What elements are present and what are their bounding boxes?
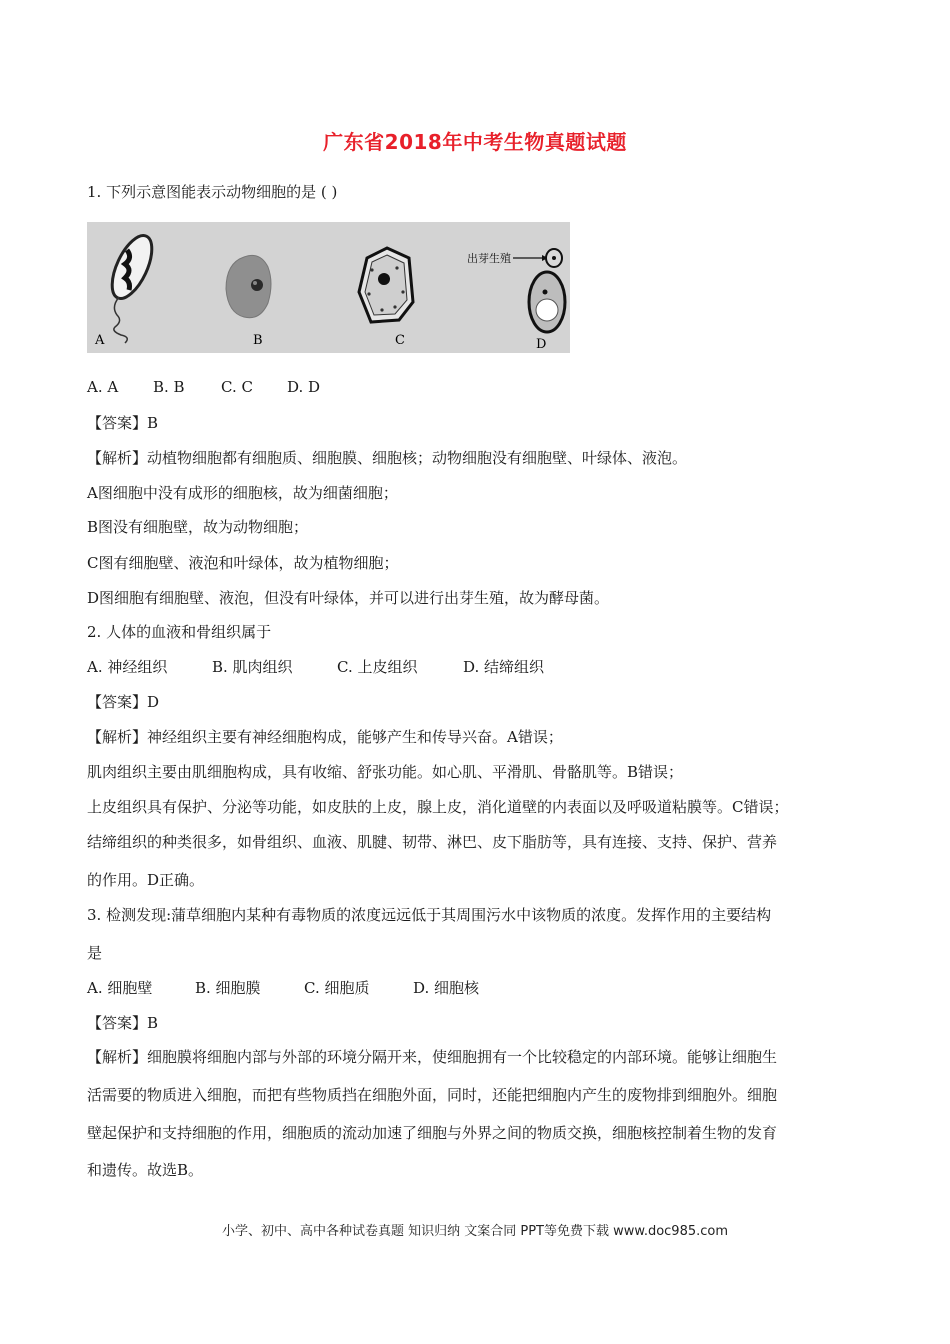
q1-analysis-line: A图细胞中没有成形的细胞核，故为细菌细胞； (87, 484, 398, 502)
q1-option-d: D. D (287, 378, 321, 396)
q3-option-b: B. 细胞膜 (195, 979, 261, 997)
q3-analysis-line: 活需要的物质进入细胞，而把有些物质挡在细胞外面，同时，还能把细胞内产生的废物排到细胞外。细胞 (87, 1086, 778, 1104)
q3-option-a: A. 细胞壁 (87, 979, 153, 997)
q1-analysis-line: C图有细胞壁、液泡和叶绿体，故为植物细胞； (87, 554, 399, 572)
cell-diagram-figure (87, 222, 570, 353)
q1-option-a: A. A (87, 378, 119, 396)
bud-label: 出芽生殖 (467, 252, 511, 265)
q3-option-d: D. 细胞核 (413, 979, 480, 997)
q3-stem: 3. 检测发现:蒲草细胞内某种有毒物质的浓度远远低于其周围污水中该物质的浓度。发挥作用的主要结构 (87, 906, 772, 924)
q2-option-b: B. 肌肉组织 (212, 658, 293, 676)
q2-answer: 【答案】D (87, 693, 160, 711)
q2-analysis-line: 【解析】神经组织主要有神经细胞构成，能够产生和传导兴奋。A错误； (87, 728, 563, 746)
q1-analysis-line: D图细胞有细胞壁、液泡，但没有叶绿体，并可以进行出芽生殖，故为酵母菌。 (87, 589, 610, 607)
page-footer: 小学、初中、高中各种试卷真题 知识归纳 文案合同 PPT等免费下载 www.doc985.com (221, 1224, 729, 1239)
q1-stem: 1. 下列示意图能表示动物细胞的是 ( ) (87, 183, 338, 201)
q3-options (87, 978, 479, 998)
q2-option-d: D. 结缔组织 (463, 658, 545, 676)
animal-cell-drawing (226, 255, 271, 317)
q3-stem-continued: 是 (87, 944, 103, 962)
q1-option-c: C. C (221, 378, 253, 396)
figure-label-b: B (253, 333, 263, 348)
figure-label-c: C (395, 333, 405, 348)
figure-label-a: A (95, 333, 105, 348)
bacterium-cell-drawing (104, 230, 160, 343)
q2-analysis-line: 上皮组织具有保护、分泌等功能，如皮肤的上皮，腺上皮，消化道壁的内表面以及呼吸道粘膜等。C错误； (87, 798, 789, 816)
page-title: 广东省2018年中考生物真题试题 (323, 130, 627, 154)
plant-cell-drawing (359, 248, 413, 322)
q2-option-c: C. 上皮组织 (337, 658, 418, 676)
q2-analysis-line: 结缔组织的种类很多，如骨组织、血液、肌腱、韧带、淋巴、皮下脂肪等，具有连接、支持、保护、营养 (87, 833, 778, 851)
q3-answer: 【答案】B (87, 1014, 159, 1032)
q1-option-b: B. B (153, 378, 185, 396)
q3-analysis-line: 和遗传。故选B。 (87, 1161, 204, 1179)
q1-analysis-line: 【解析】动植物细胞都有细胞质、细胞膜、细胞核；动物细胞没有细胞壁、叶绿体、液泡。 (87, 449, 688, 467)
yeast-cell-drawing (467, 249, 565, 332)
figure-label-d: D (536, 337, 547, 352)
q3-option-c: C. 细胞质 (304, 979, 370, 997)
q1-answer: 【答案】B (87, 414, 159, 432)
q2-analysis-line: 肌肉组织主要由肌细胞构成，具有收缩、舒张功能。如心肌、平滑肌、骨骼肌等。B错误； (87, 763, 684, 781)
q3-analysis-line: 【解析】细胞膜将细胞内部与外部的环境分隔开来，使细胞拥有一个比较稳定的内部环境。能够让细胞生 (87, 1048, 778, 1066)
q1-analysis-line: B图没有细胞壁，故为动物细胞； (87, 518, 309, 536)
q1-options (87, 377, 320, 397)
q2-options (87, 657, 544, 677)
q2-analysis-line: 的作用。D正确。 (87, 871, 205, 889)
q2-option-a: A. 神经组织 (87, 658, 168, 676)
q2-stem: 2. 人体的血液和骨组织属于 (87, 623, 272, 641)
q3-analysis-line: 壁起保护和支持细胞的作用，细胞质的流动加速了细胞与外界之间的物质交换，细胞核控制着生物的发育 (87, 1124, 778, 1142)
